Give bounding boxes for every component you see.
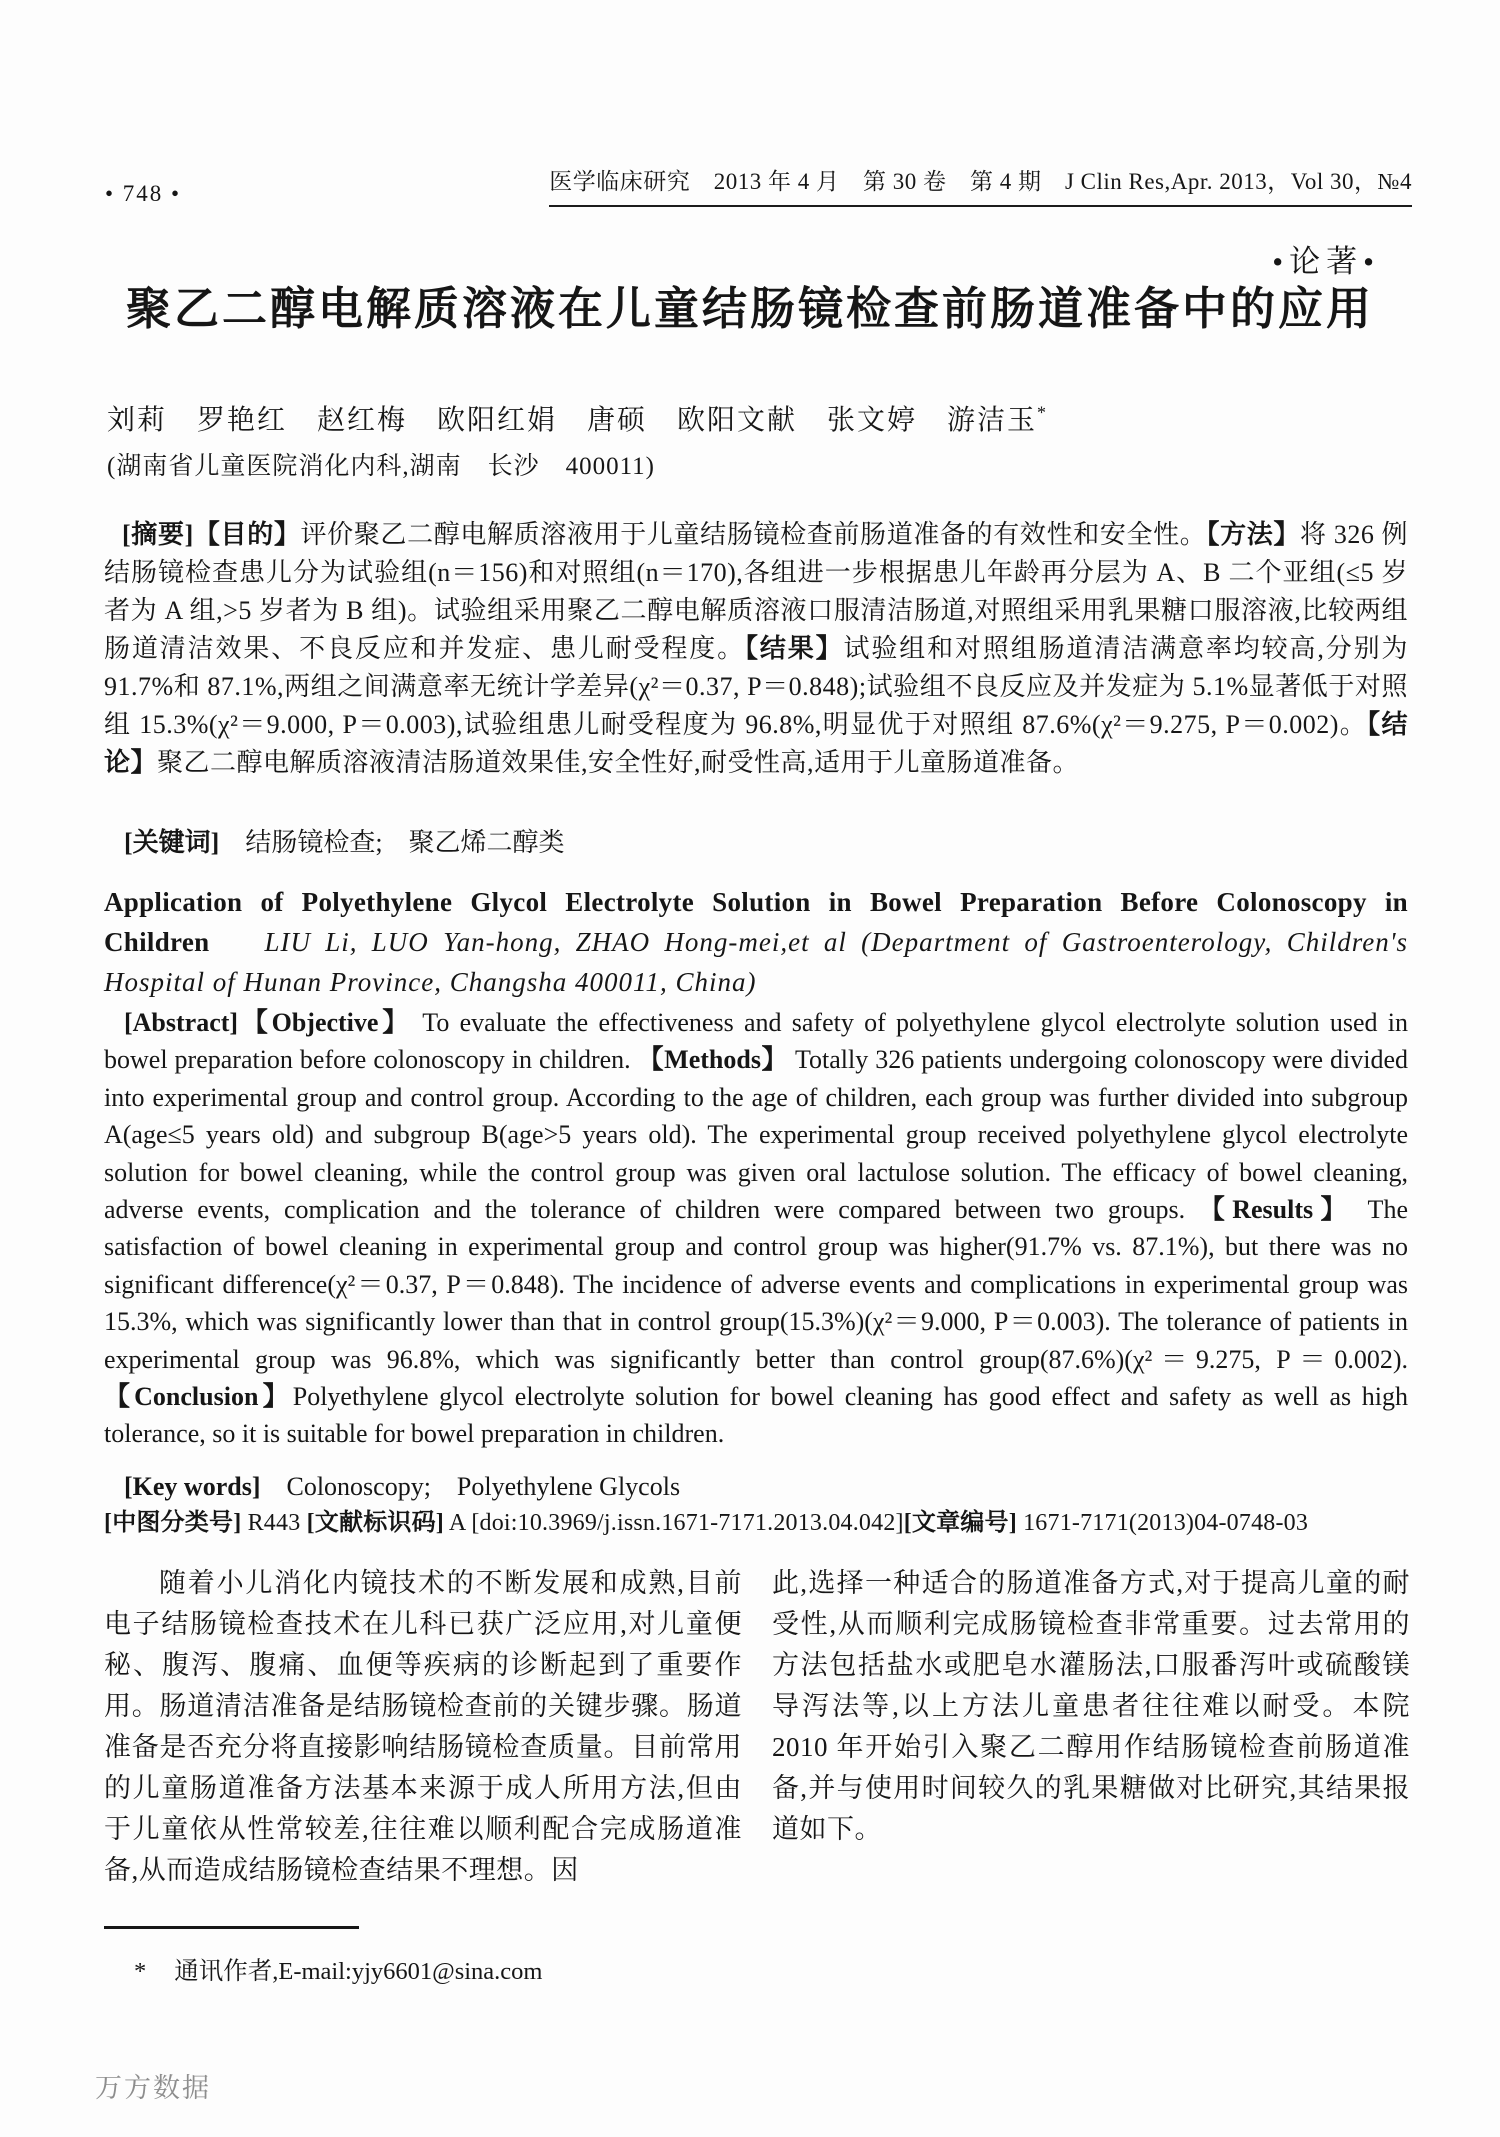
affiliation-cn: (湖南省儿童医院消化内科,湖南 长沙 400011) [107, 453, 655, 480]
abstract-en-results-label: 【Results】 [1198, 1195, 1354, 1225]
abstract-cn-objective-label: 【目的】 [193, 520, 301, 549]
title-en-block [104, 882, 1408, 1002]
abstract-cn-objective: 评价聚乙二醇电解质溶液用于儿童结肠镜检查前肠道准备的有效性和安全性。 [300, 520, 1207, 549]
abstract-en-methods-label: 【Methods】 [637, 1045, 788, 1075]
journal-citation-line: 医学临床研究 2013 年 4 月 第 30 卷 第 4 期 J Clin Res,Apr. 2013，Vol 30，№4 [549, 163, 1412, 207]
keywords-cn-label: [关键词] [124, 828, 220, 857]
article-title-cn: 聚乙二醇电解质溶液在儿童结肠镜检查前肠道准备中的应用 [125, 283, 1374, 334]
abstract-cn-conclusion-label: 【结论】 [104, 710, 1408, 777]
keywords-en-text: Colonoscopy; Polyethylene Glycols [286, 1472, 681, 1501]
keywords-cn-text: 结肠镜检查; 聚乙烯二醇类 [245, 828, 565, 857]
footnote [104, 1952, 804, 1987]
abstract-cn-label: [摘要] [122, 520, 194, 549]
footnote-rule [104, 1926, 359, 1929]
abstract-en-objective-label: 【Objective】 [238, 1008, 412, 1037]
abstract-cn-results-label: 【结果】 [745, 634, 844, 663]
classification-line [104, 1502, 1408, 1537]
keywords-en-label: [Key words] [124, 1472, 261, 1501]
doc-code-label: [文献标识码] [306, 1510, 444, 1536]
corresponding-author-mark: * [1037, 402, 1049, 423]
page-number: • 748 • [105, 181, 182, 206]
body-column-right: 此,选择一种适合的肠道准备方式,对于提高儿童的耐受性,从而顺利完成肠镜检查非常重要。过去常用的方法包括盐水或肥皂水灌肠法,口服番泻叶或硫酸镁导泻法等,以上方法儿童患者往往难以耐受。本院 2010 年开始引入聚乙二醇用作结肠镜检查前肠道准备,并与使用时间较久的乳果糖做对比研究,其结果报道如下。 [772, 1568, 1410, 1844]
running-head [105, 163, 1412, 207]
authors-cn [107, 398, 1048, 438]
abstract-en-methods: Totally 326 patients undergoing colonoscopy were divided into experimental group and control group. According to the age of children, each group was further divided into subgroup A(age≤5 years old) and subgroup B(age>5 years old). The experimental group received polyethylene glycol electrolyte solution for bowel cleaning, while the control group was given oral lactulose solution. The efficacy of bowel cleaning, adverse events, complication and the tolerance of children were compared between two groups. [104, 1045, 1409, 1225]
doi-text: [doi:10.3969/j.issn.1671-7171.2013.04.042] [471, 1510, 904, 1536]
abstract-cn-results: 试验组和对照组肠道清洁满意率均较高,分别为 91.7%和 87.1%,两组之间满意率无统计学差异(χ²＝0.37, P＝0.848);试验组不良反应及并发症为 5.1%显著低于对照组 15.3%(χ²＝9.000, P＝0.003),试验组患儿耐受程度为 96.8%,明显优于对照组 87.6%(χ²＝9.275, P＝0.002)。 [104, 634, 1408, 739]
keywords-en [104, 1466, 1408, 1503]
article-title-en: Application of Polyethylene Glycol Electrolyte Solution in Bowel Preparation Before Colonoscopy in Children [104, 887, 1408, 957]
authors-en: LIU Li, LUO Yan-hong, ZHAO Hong-mei,et al (Department of Gastroenterology, Children's Hospital of Hunan Province, Changsha 400011, China) [104, 927, 1408, 997]
abstract-cn [104, 516, 1408, 782]
abstract-cn-methods-label: 【方法】 [1206, 520, 1301, 549]
abstract-en-conclusion-label: 【Conclusion】 [104, 1382, 293, 1412]
clc-value: R443 [247, 1510, 301, 1536]
abstract-en [104, 1004, 1408, 1453]
doc-code-value: A [448, 1510, 466, 1536]
body-column-left: 随着小儿消化内镜技术的不断发展和成熟,目前电子结肠镜检查技术在儿科已获广泛应用,对儿童便秘、腹泻、腹痛、血便等疾病的诊断起到了重要作用。肠道清洁准备是结肠镜检查前的关键步骤。肠道准备是否充分将直接影响结肠镜检查质量。目前常用的儿童肠道准备方法基本来源于成人所用方法,但由于儿童依从性常较差,往往难以顺利配合完成肠道准备,从而造成结肠镜检查结果不理想。因 [104, 1568, 742, 1885]
abstract-cn-methods: 将 326 例结肠镜检查患儿分为试验组(n＝156)和对照组(n＝170),各组进一步根据患儿年龄再分层为 A、B 二个亚组(≤5 岁者为 A 组,>5 岁者为 B 组)。试验组采用聚乙二醇电解质溶液口服清洁肠道,对照组采用乳果糖口服溶液,比较两组肠道清洁效果、不良反应和并发症、患儿耐受程度。 [104, 520, 1408, 663]
clc-label: [中图分类号] [104, 1510, 242, 1536]
footnote-text: 通讯作者,E-mail:yjy6601@sina.com [174, 1958, 543, 1985]
abstract-en-conclusion: Polyethylene glycol electrolyte solution for bowel cleaning has good effect and safety as well as high tolerance, so it is suitable for bowel preparation in children. [104, 1382, 1409, 1449]
wanfang-watermark: 万方数据 [95, 2073, 211, 2103]
keywords-cn [104, 822, 1408, 859]
abstract-en-objective: To evaluate the effectiveness and safety of polyethylene glycol electrolyte solution used in bowel preparation before colonoscopy in children. [104, 1008, 1408, 1075]
footnote-mark: * [134, 1958, 147, 1985]
abstract-en-results: The satisfaction of bowel cleaning in experimental group and control group was higher(91.7% vs. 87.1%), but there was no significant difference(χ²＝0.37, P＝0.848). The incidence of adverse events and complications in experimental group was 15.3%, which was significantly lower than that in control group(15.3%)(χ²＝9.000, P＝0.003). The tolerance of patients in experimental group was 96.8%, which was significantly better than control group(87.6%)(χ²＝9.275, P＝0.002). [104, 1195, 1408, 1374]
article-id-value: 1671-7171(2013)04-0748-03 [1023, 1510, 1309, 1536]
authors-cn-names: 刘莉 罗艳红 赵红梅 欧阳红娟 唐硕 欧阳文献 张文婷 游洁玉 [107, 405, 1038, 436]
abstract-cn-conclusion: 聚乙二醇电解质溶液清洁肠道效果佳,安全性好,耐受性高,适用于儿童肠道准备。 [157, 748, 1080, 777]
abstract-en-label: [Abstract] [124, 1008, 239, 1037]
article-type-label: •论著• [1272, 244, 1380, 279]
article-id-label: [文章编号] [903, 1510, 1017, 1536]
